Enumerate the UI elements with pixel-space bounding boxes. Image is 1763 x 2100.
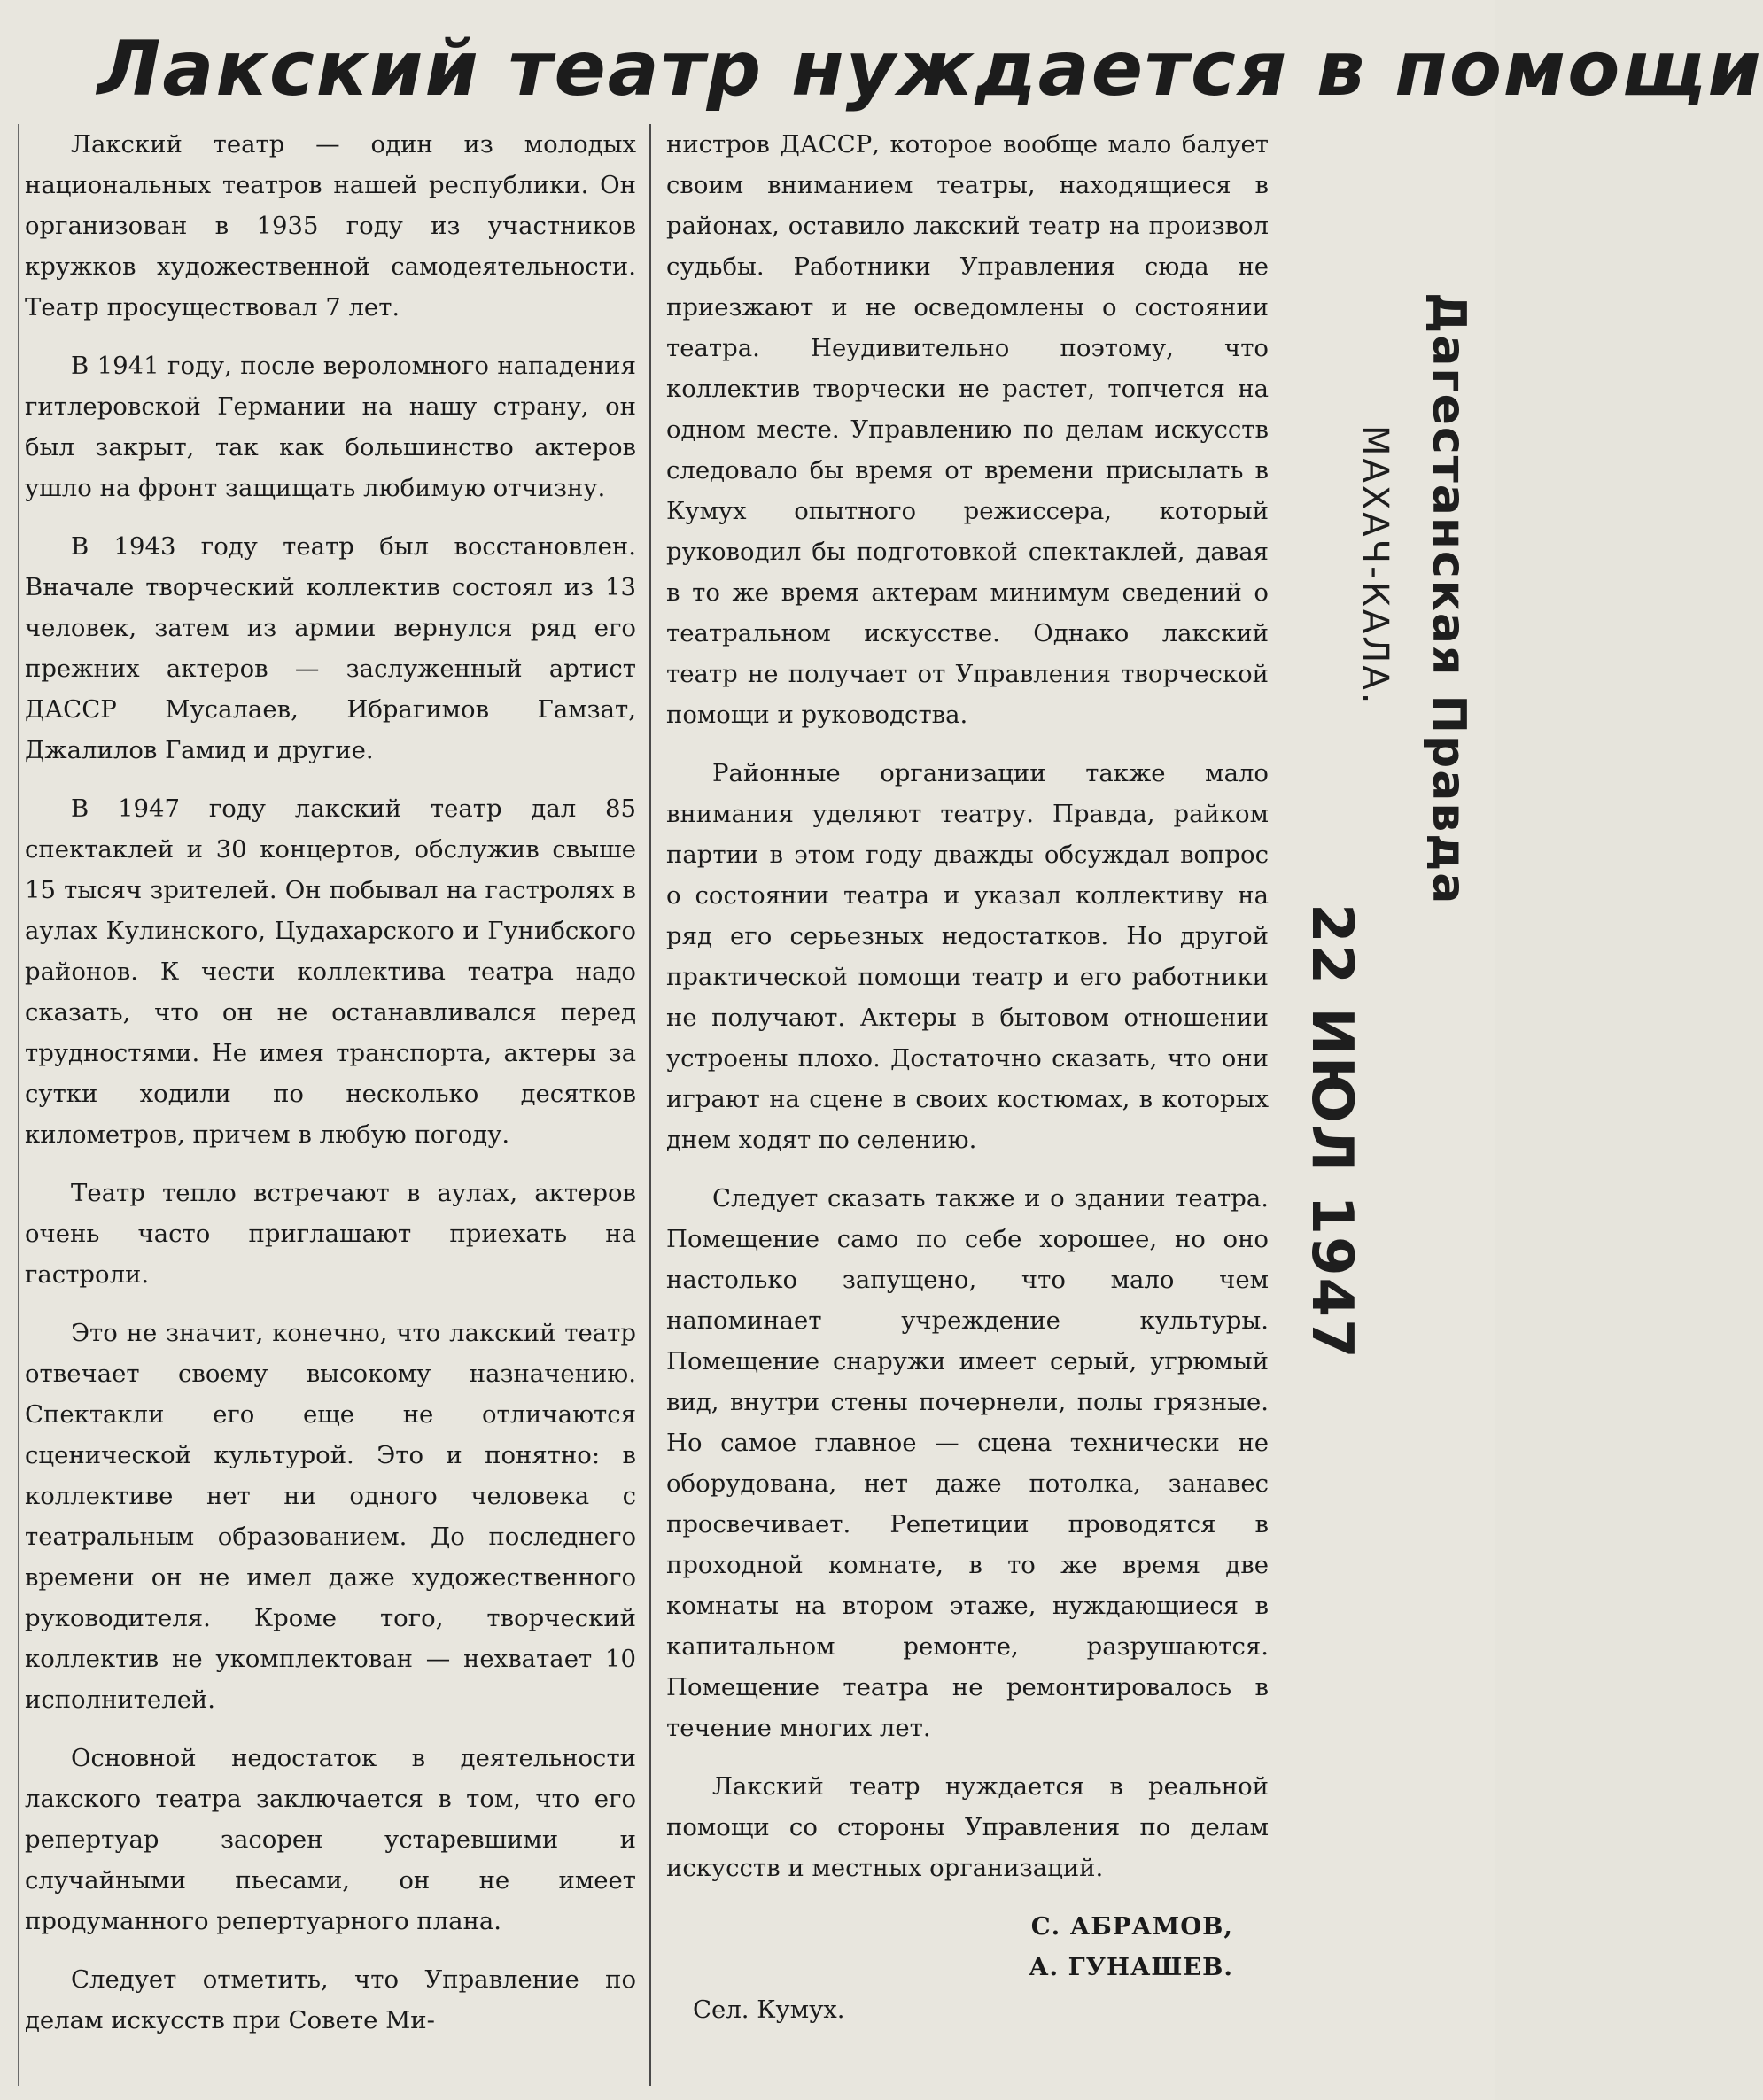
paragraph: В 1947 году лакский театр дал 85 спектаклей и 30 концертов, обслужив свыше 15 тысяч зрителей. Он побывал на гастролях в аулах Кулинского, Цудахарского и Гунибского районов. К чести коллектива театра надо сказать, что он не останавливался перед трудностями. Не имея транспорта, актеры за сутки ходили по несколько десятков километров, причем в любую погоду.	[25, 794, 636, 1149]
column-divider	[649, 124, 651, 2086]
stamp-date: 22 ИЮЛ 1947	[1299, 903, 1364, 1360]
stamp-city: МАХАЧ-КАЛА.	[1355, 425, 1395, 707]
newspaper-date-stamp	[1293, 221, 1488, 1373]
paragraph: Лакский театр — один из молодых национальных театров нашей республики. Он организован в 1935 году из участников кружков художественной самодеятельности. Театр просуществовал 7 лет.	[25, 130, 636, 322]
left-border-rule	[18, 124, 19, 2086]
paragraph: В 1943 году театр был восстановлен. Вначале творческий коллектив состоял из 13 человек, затем из армии вернулся ряд его прежних актеров — заслуженный артист ДАССР Мусалаев, Ибрагимов Гамзат, Джалилов Гамид и другие.	[25, 532, 636, 764]
paragraph: Основной недостаток в деятельности лакского театра заключается в том, что его репертуар засорен устаревшими и случайными пьесами, он не имеет продуманного репертуарного плана.	[25, 1744, 636, 1935]
article-signature	[666, 1906, 1269, 1988]
paragraph: Следует отметить, что Управление по делам искусств при Совете Ми-	[25, 1965, 636, 2034]
article-headline: Лакский театр нуждается в помощи	[97, 25, 1763, 113]
paragraph: Лакский театр нуждается в реальной помощи со стороны Управления по делам искусств и местных организаций.	[666, 1772, 1269, 1882]
paragraph: Это не значит, конечно, что лакский театр отвечает своему высокому назначению. Спектакли его еще не отличаются сценической культурой. Это и понятно: в коллективе нет ни одного человека с театральным образованием. До последнего времени он не имел даже художественного руководителя. Кроме того, творческий коллектив не укомплектован — нехватает 10 исполнителей.	[25, 1319, 636, 1714]
paragraph: Районные организации также мало внимания уделяют театру. Правда, райком партии в этом году дважды обсуждал вопрос о состоянии театра и указал коллективу на ряд его серьезных недостатков. Но другой практической помощи театр и его работники не получают. Актеры в бытовом отношении устроены плохо. Достаточно сказать, что они играют на сцене в своих костюмах, в которых днем ходят по селению.	[666, 759, 1269, 1154]
paragraph-continuation: нистров ДАССР, которое вообще мало балует своим вниманием театры, находящиеся в районах, оставило лакский театр на произвол судьбы. Работники Управления сюда не приезжают и не осведомлены о состоянии театра. Неудивительно поэтому, что коллектив творчески не растет, топчется на одном месте. Управлению по делам искусств следовало бы время от времени присылать в Кумух опытного режиссера, который руководил бы подготовкой спектаклей, давая в то же время актерам минимум сведений о театральном искусстве. Однако лакский театр не получает от Управления творческой помощи и руководства.	[666, 130, 1269, 729]
paragraph: Театр тепло встречают в аулах, актеров очень часто приглашают приехать на гастроли.	[25, 1179, 636, 1289]
article-left-column	[25, 124, 636, 2073]
author-name: С. АБРАМОВ,	[1030, 1912, 1233, 1941]
article-place: Сел. Кумух.	[693, 1995, 845, 2024]
article-right-column	[666, 124, 1269, 2073]
author-name: А. ГУНАШЕВ.	[1029, 1953, 1233, 1981]
paragraph: В 1941 году, после вероломного нападения гитлеровской Германии на нашу страну, он был закрыт, так как большинство актеров ушло на фронт защищать любимую отчизну.	[25, 352, 636, 502]
stamp-paper-name: Дагестанская Правда	[1422, 292, 1475, 906]
paragraph: Следует сказать также и о здании театра. Помещение само по себе хорошее, но оно настолько запущено, что мало чем напоминает учреждение культуры. Помещение снаружи имеет серый, угрюмый вид, внутри стены почернели, полы грязные. Но самое главное — сцена технически не оборудована, нет даже потолка, занавес просвечивает. Репетиции проводятся в проходной комнате, в то же время две комнаты на втором этаже, нуждающиеся в капитальном ремонте, разрушаются. Помещение театра не ремонтировалось в течение многих лет.	[666, 1184, 1269, 1742]
